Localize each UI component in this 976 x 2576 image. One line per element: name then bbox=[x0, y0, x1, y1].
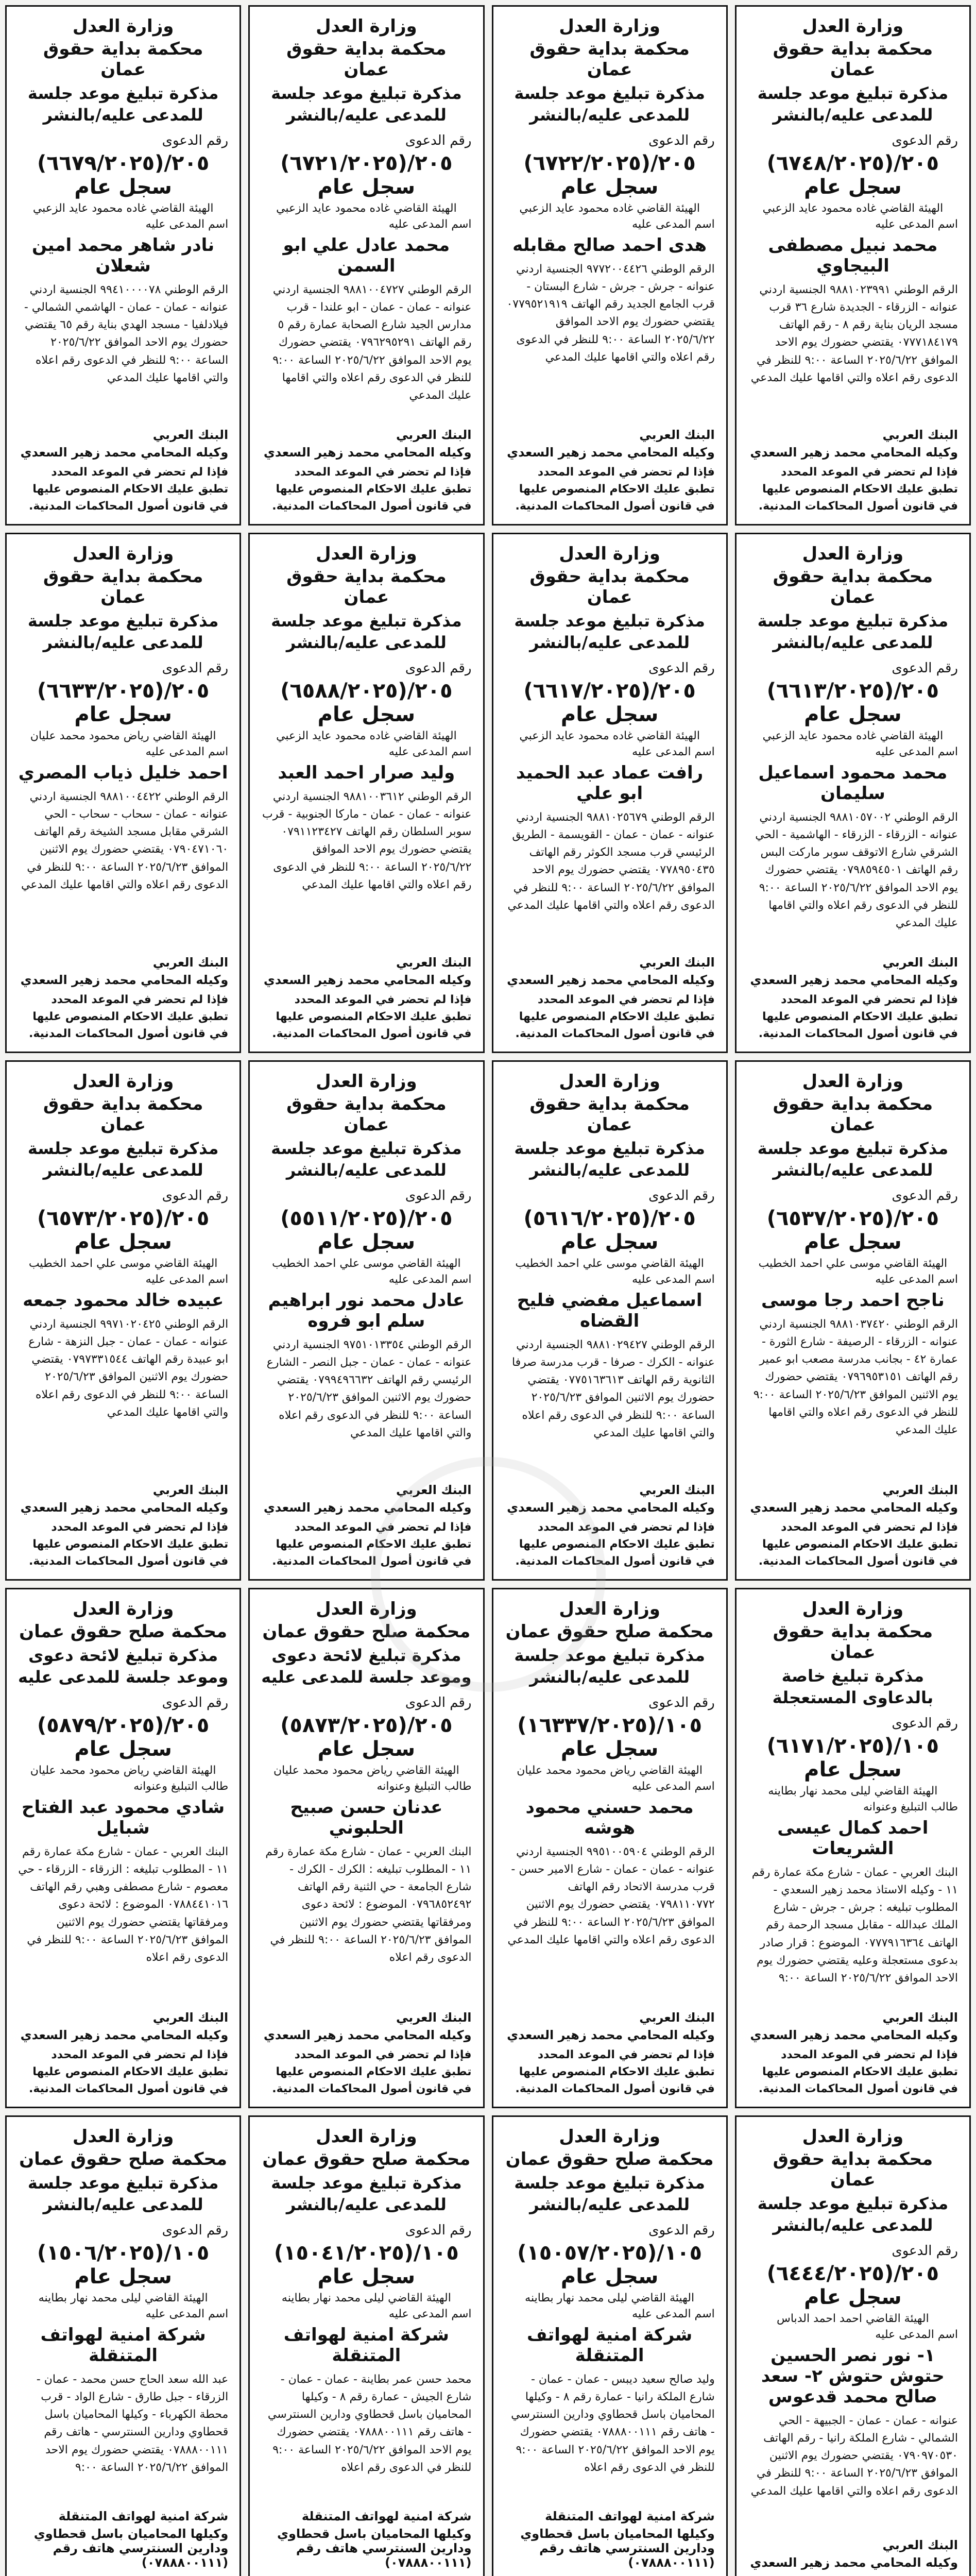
party-name: محمد حسني محمود هوشه bbox=[525, 1797, 694, 1839]
ministry-name: وزارة العدل bbox=[802, 1599, 904, 1619]
notice-body: الرقم الوطني ٩٩٤١٠٠٠٠٧٨ الجنسية اردني عنوانه - عمان - عمان - الهاشمي الشمالي - فيلادلفيا - مسجد الهدي بناية رقم ٦٥ يقتضي حضورك يوم الاحد الموافق ٢٠٢٥/٦/٢٢ الساعة ٩:٠٠ للنظر في الدعوى رقم اعلاه والتي اقامها عليك المدعي bbox=[24, 283, 229, 384]
party-name: شركة امنية لهواتف المتنقلة bbox=[40, 2325, 206, 2366]
lawyer-name: وكيله المحامي محمد زهير السعدي bbox=[20, 973, 229, 987]
court-notice bbox=[248, 1588, 484, 2108]
ministry-name: وزارة العدل bbox=[316, 16, 417, 37]
ministry-name: وزارة العدل bbox=[559, 2126, 660, 2147]
notice-title: مذكرة تبليغ موعد جلسة للمدعى عليه/بالنشر bbox=[514, 2173, 705, 2214]
party-label: طالب التبليغ وعنوانه bbox=[133, 1780, 229, 1793]
notice-title: مذكرة تبليغ خاصة بالدعاوى المستعجلة bbox=[772, 1666, 934, 1707]
court-name: محكمة صلح حقوق عمان bbox=[505, 2149, 714, 2170]
judge-name: الهيئة القاضي رياض محمود محمد عليان bbox=[30, 1764, 216, 1777]
party-name: ناجح احمد رجا موسى bbox=[761, 1290, 945, 1311]
lawyer-name: وكيله المحامي محمد زهير السعدي bbox=[263, 445, 472, 460]
court-notice bbox=[248, 1060, 484, 1581]
notice-body: الرقم الوطني ٩٨٨١٠٠٤٧٢٧ الجنسية اردني عنوانه - عمان - عمان - ابو علندا - قرب مدارس الجيد شارع الصحابة عمارة رقم ٥ رقم الهاتف ٠٧٩٦٢٩٥٢٩١ يقتضي حضورك يوم الاحد الموافق ٢٠٢٥/٦/٢٢ الساعة ٩:٠٠ للنظر في الدعوى رقم اعلاه والتي اقامها عليك المدعي bbox=[272, 283, 472, 402]
notice-title: مذكرة تبليغ موعد جلسة للمدعى عليه/بالنشر bbox=[757, 83, 949, 125]
lawyer-name: وكيله المحامي محمد زهير السعدي bbox=[750, 445, 958, 460]
court-name: محكمة صلح حقوق عمان bbox=[262, 1621, 471, 1642]
judge-name: الهيئة القاضي موسى علي احمد الخطيب bbox=[758, 1257, 948, 1270]
court-name: محكمة بداية حقوق عمان bbox=[286, 39, 447, 80]
notice-body: الرقم الوطني ٩٩٥١٠٠٥٩٠٤ الجنسية اردني عنوانه - عمان - عمان - شارع الامير حسن - قرب مدرسة الاتحاد رقم الهاتف ٠٧٩٨١١٠٧٧٢ يقتضي حضورك يوم الاثنين الموافق ٢٠٢٥/٦/٢٣ الساعة ٩:٠٠ للنظر في الدعوى رقم اعلاه والتي اقامها عليك المدعي bbox=[507, 1845, 715, 1946]
judge-name: الهيئة القاضي احمد احمد الدباس bbox=[777, 2312, 929, 2326]
notice-title: مذكرة تبليغ موعد جلسة للمدعى عليه/بالنشر bbox=[27, 1139, 219, 1180]
party-name: احمد كمال عيسى الشريعات bbox=[777, 1818, 929, 1859]
legal-warning: فإذا لم تحضر في الموعد المحدد تطبق عليك الاحكام المنصوص عليها في قانون أصول المحاكمات المدنية. bbox=[515, 1521, 715, 1568]
case-number-label: رقم الدعوى bbox=[405, 660, 472, 676]
party-name: شادي محمود عبد الفتاح شبايل bbox=[22, 1797, 225, 1839]
plaintiff-name: البنك العربي bbox=[882, 2010, 958, 2025]
notice-title: مذكرة تبليغ موعد جلسة للمدعى عليه/بالنشر bbox=[757, 611, 949, 652]
case-number: ٢٠٥/(٦٥٨٨/٢٠٢٥) سجل عام bbox=[280, 679, 453, 727]
case-number-label: رقم الدعوى bbox=[892, 1716, 958, 1732]
notice-body: وليد صالح سعيد ديبس - عمان - عمان - شارع الملكة رانيا - عمارة رقم ٨ - وكيلها المحاميان باسل قحطاوي ودارين السنترسي - هاتف رقم ٠٧٨٨٨٠٠١١١ يقتضي حضورك يوم الاحد الموافق ٢٠٢٥/٦/٢٢ الساعة ٩:٠٠ للنظر في الدعوى رقم اعلاه bbox=[511, 2373, 715, 2474]
legal-warning: فإذا لم تحضر في الموعد المحدد تطبق عليك الاحكام المنصوص عليها في قانون أصول المحاكمات المدنية. bbox=[28, 2048, 229, 2095]
party-label: طالب التبليغ وعنوانه bbox=[863, 1801, 958, 1814]
lawyer-name: وكيله المحامي محمد زهير السعدي bbox=[20, 1500, 229, 1515]
notice-title: مذكرة تبليغ موعد جلسة للمدعى عليه/بالنشر bbox=[27, 83, 219, 125]
plaintiff-name: البنك العربي bbox=[152, 428, 229, 442]
lawyer-name: وكيله المحامي محمد زهير السعدي bbox=[263, 2028, 472, 2042]
legal-warning: فإذا لم تحضر في الموعد المحدد تطبق عليك الاحكام المنصوص عليها في قانون أصول المحاكمات المدنية. bbox=[272, 2048, 472, 2095]
lawyer-name: وكيلها المحاميان باسل قحطاوي ودارين السنترسي هاتف رقم (٠٧٨٨٨٠٠١١١) bbox=[277, 2527, 472, 2570]
case-number-label: رقم الدعوى bbox=[162, 2223, 229, 2239]
party-label: اسم المدعى عليه bbox=[875, 1273, 958, 1286]
plaintiff-name: شركة امنية لهواتف المتنقلة bbox=[58, 2509, 229, 2523]
lawyer-name: وكيله المحامي محمد زهير السعدي bbox=[263, 1500, 472, 1515]
case-number-label: رقم الدعوى bbox=[892, 133, 958, 149]
case-number: ١٠٥/(١٥٠٤١/٢٠٢٥) سجل عام bbox=[273, 2241, 459, 2289]
plaintiff-name: البنك العربي bbox=[152, 2010, 229, 2025]
party-name: ١- نور نصر الحسين حتوش حتوش ٢- سعد صالح محمد قدعوس bbox=[761, 2345, 945, 2408]
court-notice bbox=[5, 5, 241, 526]
plaintiff-name: البنك العربي bbox=[882, 2538, 958, 2552]
case-number: ٢٠٥/(٦٦٧٩/٢٠٢٥) سجل عام bbox=[37, 151, 210, 199]
party-label: اسم المدعى عليه bbox=[875, 2328, 958, 2342]
party-label: اسم المدعى عليه bbox=[145, 218, 229, 231]
judge-name: الهيئة القاضي ليلى محمد نهار بطاينه bbox=[281, 2292, 451, 2305]
notice-title: مذكرة تبليغ موعد جلسة للمدعى عليه/بالنشر bbox=[271, 1139, 462, 1180]
court-name: محكمة بداية حقوق عمان bbox=[773, 39, 933, 80]
court-name: محكمة بداية حقوق عمان bbox=[43, 1094, 203, 1135]
plaintiff-name: شركة امنية لهواتف المتنقلة bbox=[545, 2509, 715, 2523]
plaintiff-name: البنك العربي bbox=[396, 1483, 472, 1497]
party-name: عبيده خالد محمود جمعه bbox=[23, 1290, 224, 1311]
party-name: محمد عادل علي ابو السمن bbox=[283, 235, 450, 277]
party-label: اسم المدعى عليه bbox=[388, 1273, 472, 1286]
case-number: ٢٠٥/(٦٧٢١/٢٠٢٥) سجل عام bbox=[280, 151, 453, 199]
ministry-name: وزارة العدل bbox=[559, 544, 660, 564]
party-name: شركة امنية لهواتف المتنقلة bbox=[283, 2325, 449, 2366]
ministry-name: وزارة العدل bbox=[316, 1071, 417, 1092]
ministry-name: وزارة العدل bbox=[72, 544, 174, 564]
case-number-label: رقم الدعوى bbox=[892, 2243, 958, 2259]
case-number-label: رقم الدعوى bbox=[162, 1695, 229, 1711]
judge-name: الهيئة القاضي رياض محمود محمد عليان bbox=[517, 1764, 703, 1777]
party-label: اسم المدعى عليه bbox=[632, 745, 715, 759]
judge-name: الهيئة القاضي غاده محمود عايد الزعبي bbox=[32, 202, 214, 215]
ministry-name: وزارة العدل bbox=[72, 2126, 174, 2147]
plaintiff-name: البنك العربي bbox=[882, 428, 958, 442]
court-name: محكمة بداية حقوق عمان bbox=[43, 39, 203, 80]
legal-warning: فإذا لم تحضر في الموعد المحدد تطبق عليك الاحكام المنصوص عليها في قانون أصول المحاكمات المدنية. bbox=[515, 993, 715, 1040]
case-number: ٢٠٥/(٦٧٤٨/٢٠٢٥) سجل عام bbox=[766, 151, 939, 199]
case-number: ١٠٥/(٦١٧١/٢٠٢٥) سجل عام bbox=[766, 1734, 939, 1782]
notice-body: الرقم الوطني ٩٧٥١٠١٣٣٥٤ الجنسية اردني عنوانه - عمان - عمان - جبل النصر - الشارع الرئيسي رقم الهاتف ٠٧٩٩٤٩٦٦٣٢ يقتضي حضورك يوم الاثنين الموافق ٢٠٢٥/٦/٢٣ الساعة ٩:٠٠ للنظر في الدعوى رقم اعلاه والتي اقامها عليك المدعي bbox=[266, 1338, 472, 1439]
case-number-label: رقم الدعوى bbox=[648, 2223, 715, 2239]
case-number: ٢٠٥/(٦٧٢٢/٢٠٢٥) سجل عام bbox=[523, 151, 696, 199]
plaintiff-name: البنك العربي bbox=[396, 955, 472, 970]
legal-warning: فإذا لم تحضر في الموعد المحدد تطبق عليك الاحكام المنصوص عليها في قانون أصول المحاكمات المدنية. bbox=[758, 466, 958, 513]
party-name: محمد نبيل مصطفى البيجاوي bbox=[768, 235, 938, 277]
case-number: ٢٠٥/(٦٥٧٣/٢٠٢٥) سجل عام bbox=[37, 1207, 210, 1255]
court-notice bbox=[735, 2115, 971, 2576]
notice-body: الرقم الوطني ٩٨٨١٠٢٥٦٧٩ الجنسية اردني عنوانه - عمان - عمان - القويسمة - الطريق الرئيسي قرب مسجد الكوثر رقم الهاتف ٠٧٧٨٩٥٠٤٣٥ يقتضي حضورك يوم الاحد الموافق ٢٠٢٥/٦/٢٢ الساعة ٩:٠٠ للنظر في الدعوى رقم اعلاه والتي اقامها عليك المدعي bbox=[507, 811, 715, 912]
notice-title: مذكرة تبليغ موعد جلسة للمدعى عليه/بالنشر bbox=[757, 2194, 949, 2235]
notice-body: الرقم الوطني ٩٧٧٢٠٠٤٤٢٦ الجنسية اردني عنوانه - جرش - جرش - شارع البستان - قرب الجامع الجديد رقم الهاتف ٠٧٧٩٥٢١٩١٩ يقتضي حضورك يوم الاحد الموافق ٢٠٢٥/٦/٢٢ الساعة ٩:٠٠ للنظر في الدعوى رقم اعلاه والتي اقامها عليك المدعي bbox=[506, 263, 715, 364]
notice-body: عنوانه - عمان - عمان - الجبيهة - الحي الشمالي - شارع الملكة رانيا - رقم الهاتف ٠٧٩٠٩٧٠٥٣٠ يقتضي حضورك يوم الاثنين الموافق ٢٠٢٥/٦/٢٣ الساعة ٩:٠٠ للنظر في الدعوى رقم اعلاه والتي اقامها عليك المدعي bbox=[750, 2414, 958, 2498]
court-notice bbox=[5, 533, 241, 1053]
notice-title: مذكرة تبليغ موعد جلسة للمدعى عليه/بالنشر bbox=[271, 611, 462, 652]
notices-page bbox=[5, 5, 971, 2576]
court-name: محكمة بداية حقوق عمان bbox=[773, 566, 933, 607]
judge-name: الهيئة القاضي غاده محمود عايد الزعبي bbox=[762, 730, 944, 743]
judge-name: الهيئة القاضي غاده محمود عايد الزعبي bbox=[762, 202, 944, 215]
ministry-name: وزارة العدل bbox=[802, 16, 904, 37]
party-label: اسم المدعى عليه bbox=[145, 1273, 229, 1286]
legal-warning: فإذا لم تحضر في الموعد المحدد تطبق عليك الاحكام المنصوص عليها في قانون أصول المحاكمات المدنية. bbox=[28, 993, 229, 1040]
party-name: رافت عماد عبد الحميد ابو علي bbox=[516, 762, 704, 804]
lawyer-name: وكيله المحامي محمد زهير السعدي bbox=[507, 1500, 715, 1515]
court-notice bbox=[735, 1588, 971, 2108]
notice-title: مذكرة تبليغ لائحة دعوى وموعد جلسة للمدعى عليه bbox=[261, 1646, 472, 1687]
case-number-label: رقم الدعوى bbox=[405, 1188, 472, 1204]
court-name: محكمة بداية حقوق عمان bbox=[529, 39, 690, 80]
judge-name: الهيئة القاضي غاده محمود عايد الزعبي bbox=[276, 730, 457, 743]
case-number: ١٠٥/(١٦٣٣٧/٢٠٢٥) سجل عام bbox=[517, 1714, 702, 1761]
ministry-name: وزارة العدل bbox=[802, 2126, 904, 2147]
court-notice bbox=[5, 1060, 241, 1581]
ministry-name: وزارة العدل bbox=[802, 544, 904, 564]
lawyer-name: وكيلها المحاميان باسل قحطاوي ودارين السنترسي هاتف رقم (٠٧٨٨٨٠٠١١١) bbox=[33, 2527, 229, 2570]
party-label: اسم المدعى عليه bbox=[632, 218, 715, 231]
party-name: عدنان حسن صبيح الحلبوني bbox=[290, 1797, 443, 1839]
lawyer-name: وكيله المحامي محمد زهير السعدي bbox=[750, 2555, 958, 2570]
notice-body: الرقم الوطني ٩٨٨١٠٣٧٤٢٠ الجنسية اردني عنوانه - الزرقاء - الرصيفة - شارع الثورة - عمارة ٤٢ - بجانب مدرسة مصعب ابو عمير رقم الهاتف ٠٧٩٦٩٥٣١٥١ يقتضي حضورك يوم الاثنين الموافق ٢٠٢٥/٦/٢٣ الساعة ٩:٠٠ للنظر في الدعوى رقم اعلاه والتي اقامها عليك المدعي bbox=[753, 1318, 958, 1436]
ministry-name: وزارة العدل bbox=[559, 1599, 660, 1619]
court-name: محكمة بداية حقوق عمان bbox=[773, 1094, 933, 1135]
court-notice bbox=[492, 1060, 728, 1581]
court-notice bbox=[248, 5, 484, 526]
notice-body: الرقم الوطني ٩٩٧١٠٢٠٤٢٥ الجنسية اردني عنوانه - عمان - عمان - جبل النزهة - شارع ابو عبيدة رقم الهاتف ٠٧٩٧٣٣١٥٤٤ يقتضي حضورك يوم الاثنين الموافق ٢٠٢٥/٦/٢٣ الساعة ٩:٠٠ للنظر في الدعوى رقم اعلاه والتي اقامها عليك المدعي bbox=[28, 1318, 229, 1419]
judge-name: الهيئة القاضي رياض محمود محمد عليان bbox=[273, 1764, 459, 1777]
court-name: محكمة صلح حقوق عمان bbox=[262, 2149, 471, 2170]
case-number-label: رقم الدعوى bbox=[405, 2223, 472, 2239]
case-number: ١٠٥/(١٥٠٥٧/٢٠٢٥) سجل عام bbox=[517, 2241, 702, 2289]
ministry-name: وزارة العدل bbox=[72, 1599, 174, 1619]
lawyer-name: وكيله المحامي محمد زهير السعدي bbox=[20, 2028, 229, 2042]
party-label: اسم المدعى عليه bbox=[388, 745, 472, 759]
notice-body: الرقم الوطني ٩٨٨١٠٥٧٠٠٢ الجنسية اردني عنوانه - الزرقاء - الزرقاء - الهاشمية - الحي الشرقي شارع الاتوقف سوبر ماركت البس رقم الهاتف ٠٧٩٨٥٩٤٥٠١ يقتضي حضورك يوم الاحد الموافق ٢٠٢٥/٦/٢٢ الساعة ٩:٠٠ للنظر في الدعوى رقم اعلاه والتي اقامها عليك المدعي bbox=[755, 811, 958, 929]
notice-body: البنك العربي - عمان - شارع مكة عمارة رقم ١١ - وكيله الاستاذ محمد زهير السعدي - المطلوب تبليغه : جرش - جرش - شارع الملك عبدالله - مقابل مسجد الرحمة رقم الهاتف ٠٧٧٧٩١٦٣٦٤ الموضوع : قرار صادر بدعوى مستعجلة وعليه يقتضي حضورك يوم الاحد الموافق ٢٠٢٥/٦/٢٢ الساعة ٩:٠٠ bbox=[751, 1866, 958, 1985]
case-number-label: رقم الدعوى bbox=[648, 133, 715, 149]
court-name: محكمة بداية حقوق عمان bbox=[43, 566, 203, 607]
notice-body: الرقم الوطني ٩٨٨١٠٠٣٦١٢ الجنسية اردني عنوانه - عمان - عمان - ماركا الجنوبية - قرب سوبر السلطان رقم الهاتف ٠٧٩١١٢٣٤٢٧ يقتضي حضورك يوم الاحد الموافق ٢٠٢٥/٦/٢٢ الساعة ٩:٠٠ للنظر في الدعوى رقم اعلاه والتي اقامها عليك المدعي bbox=[262, 790, 472, 891]
case-number: ١٠٥/(١٥٠٦/٢٠٢٥) سجل عام bbox=[37, 2241, 210, 2289]
party-label: اسم المدعى عليه bbox=[632, 2308, 715, 2321]
party-label: اسم المدعى عليه bbox=[388, 2308, 472, 2321]
case-number-label: رقم الدعوى bbox=[162, 660, 229, 676]
party-label: اسم المدعى عليه bbox=[145, 745, 229, 759]
case-number: ٢٠٥/(٥٥١١/٢٠٢٥) سجل عام bbox=[280, 1207, 453, 1255]
lawyer-name: وكيله المحامي محمد زهير السعدي bbox=[750, 2028, 958, 2042]
judge-name: الهيئة القاضي رياض محمود محمد عليان bbox=[30, 730, 216, 743]
legal-warning bbox=[505, 2574, 715, 2576]
legal-warning bbox=[261, 2574, 471, 2576]
party-name: شركة امنية لهواتف المتنقلة bbox=[527, 2325, 693, 2366]
party-name: احمد خليل ذياب المصري bbox=[18, 762, 228, 784]
judge-name: الهيئة القاضي غاده محمود عايد الزعبي bbox=[519, 730, 700, 743]
legal-warning: فإذا لم تحضر في الموعد المحدد تطبق عليك الاحكام المنصوص عليها في قانون أصول المحاكمات المدنية. bbox=[758, 1521, 958, 1568]
court-name: محكمة بداية حقوق عمان bbox=[286, 566, 447, 607]
case-number: ٢٠٥/(٦٦١٣/٢٠٢٥) سجل عام bbox=[766, 679, 939, 727]
court-notice bbox=[735, 533, 971, 1053]
party-label: اسم المدعى عليه bbox=[632, 1273, 715, 1286]
notice-body: الرقم الوطني ٩٨٨١٠٠٤٤٢٢ الجنسية اردني عنوانه - عمان - سحاب - سحاب - الحي الشرقي مقابل مسجد الشيخة رقم الهاتف ٠٧٩٠٤٧١٠٦٠ يقتضي حضورك يوم الاثنين الموافق ٢٠٢٥/٦/٢٣ الساعة ٩:٠٠ للنظر في الدعوى رقم اعلاه والتي اقامها عليك المدعي bbox=[21, 790, 229, 891]
legal-warning: فإذا لم تحضر في الموعد المحدد تطبق عليك الاحكام المنصوص عليها في قانون أصول المحاكمات المدنية. bbox=[272, 466, 472, 513]
party-label: طالب التبليغ وعنوانه bbox=[376, 1780, 472, 1793]
case-number-label: رقم الدعوى bbox=[162, 1188, 229, 1204]
notice-title: مذكرة تبليغ موعد جلسة للمدعى عليه/بالنشر bbox=[27, 2173, 219, 2214]
case-number-label: رقم الدعوى bbox=[892, 660, 958, 676]
notice-title: مذكرة تبليغ موعد جلسة للمدعى عليه/بالنشر bbox=[271, 83, 462, 125]
judge-name: الهيئة القاضي غاده محمود عايد الزعبي bbox=[519, 202, 700, 215]
lawyer-name: وكيله المحامي محمد زهير السعدي bbox=[263, 973, 472, 987]
court-name: محكمة صلح حقوق عمان bbox=[19, 2149, 228, 2170]
judge-name: الهيئة القاضي موسى علي احمد الخطيب bbox=[515, 1257, 704, 1270]
court-name: محكمة بداية حقوق عمان bbox=[773, 2149, 933, 2190]
notice-body: الرقم الوطني ٩٨٨١٠٢٩٤٢٧ الجنسية اردني عنوانه - الكرك - صرفا - قرب مدرسة صرفا الثانوية رقم الهاتف ٠٧٧٥١٦٣٦١٣ يقتضي حضورك يوم الاثنين الموافق ٢٠٢٥/٦/٢٣ الساعة ٩:٠٠ للنظر في الدعوى رقم اعلاه والتي اقامها عليك المدعي bbox=[511, 1338, 715, 1439]
case-number: ٢٠٥/(٦٦٣٣/٢٠٢٥) سجل عام bbox=[37, 679, 210, 727]
ministry-name: وزارة العدل bbox=[316, 544, 417, 564]
notice-title: مذكرة تبليغ موعد جلسة للمدعى عليه/بالنشر bbox=[514, 1646, 705, 1687]
plaintiff-name: البنك العربي bbox=[396, 428, 472, 442]
legal-warning: فإذا لم تحضر في الموعد المحدد تطبق عليك الاحكام المنصوص عليها في قانون أصول المحاكمات المدنية. bbox=[758, 2048, 958, 2095]
legal-warning: فإذا لم تحضر في الموعد المحدد تطبق عليك الاحكام المنصوص عليها في قانون أصول المحاكمات المدنية. bbox=[515, 2048, 715, 2095]
court-name: محكمة بداية حقوق عمان bbox=[529, 1094, 690, 1135]
court-notice bbox=[5, 2115, 241, 2576]
plaintiff-name: البنك العربي bbox=[152, 955, 229, 970]
lawyer-name: وكيله المحامي محمد زهير السعدي bbox=[750, 1500, 958, 1515]
notice-title: مذكرة تبليغ موعد جلسة للمدعى عليه/بالنشر bbox=[27, 611, 219, 652]
plaintiff-name: البنك العربي bbox=[639, 428, 715, 442]
lawyer-name: وكيله المحامي محمد زهير السعدي bbox=[507, 973, 715, 987]
party-label: اسم المدعى عليه bbox=[875, 218, 958, 231]
notice-title: مذكرة تبليغ موعد جلسة للمدعى عليه/بالنشر bbox=[271, 2173, 462, 2214]
court-notice bbox=[735, 1060, 971, 1581]
case-number-label: رقم الدعوى bbox=[405, 1695, 472, 1711]
legal-warning: فإذا لم تحضر في الموعد المحدد تطبق عليك الاحكام المنصوص عليها في قانون أصول المحاكمات المدنية. bbox=[272, 993, 472, 1040]
notice-body: عبد الله سعد الحاج حسن محمد - عمان - الزرقاء - جبل طارق - شارع الواد - قرب محطة الكهرباء - وكيلها المحاميان باسل قحطاوي ودارين السنترسي - هاتف رقم ٠٧٨٨٨٠٠١١١ يقتضي حضورك يوم الاحد الموافق ٢٠٢٥/٦/٢٢ الساعة ٩:٠٠ bbox=[36, 2373, 229, 2474]
plaintiff-name: البنك العربي bbox=[396, 2010, 472, 2025]
lawyer-name: وكيله المحامي محمد زهير السعدي bbox=[507, 2028, 715, 2042]
case-number-label: رقم الدعوى bbox=[892, 1188, 958, 1204]
judge-name: الهيئة القاضي موسى علي احمد الخطيب bbox=[272, 1257, 461, 1270]
court-notice bbox=[492, 1588, 728, 2108]
case-number: ٢٠٥/(٦٦١٧/٢٠٢٥) سجل عام bbox=[523, 679, 696, 727]
plaintiff-name: البنك العربي bbox=[882, 1483, 958, 1497]
court-notice bbox=[5, 1588, 241, 2108]
party-name: هدى احمد صالح مقابله bbox=[512, 235, 707, 256]
lawyer-name: وكيله المحامي محمد زهير السعدي bbox=[20, 445, 229, 460]
court-notice bbox=[492, 533, 728, 1053]
lawyer-name: وكيلها المحاميان باسل قحطاوي ودارين السنترسي هاتف رقم (٠٧٨٨٨٠٠١١١) bbox=[520, 2527, 715, 2570]
ministry-name: وزارة العدل bbox=[802, 1071, 904, 1092]
notice-body: محمد حسن عمر بطاينة - عمان - عمان - شارع الجيش - عمارة رقم ٨ - وكيلها المحاميان باسل قحطاوي ودارين السنترسي - هاتف رقم ٠٧٨٨٨٠٠١١١ يقتضي حضورك يوم الاحد الموافق ٢٠٢٥/٦/٢٢ الساعة ٩:٠٠ للنظر في الدعوى رقم اعلاه bbox=[267, 2373, 472, 2474]
court-notice bbox=[248, 533, 484, 1053]
lawyer-name: وكيله المحامي محمد زهير السعدي bbox=[750, 973, 958, 987]
judge-name: الهيئة القاضي ليلى محمد نهار بطاينه bbox=[768, 1785, 938, 1798]
court-name: محكمة بداية حقوق عمان bbox=[529, 566, 690, 607]
notice-title: مذكرة تبليغ موعد جلسة للمدعى عليه/بالنشر bbox=[514, 1139, 705, 1180]
case-number-label: رقم الدعوى bbox=[162, 133, 229, 149]
judge-name: الهيئة القاضي ليلى محمد نهار بطاينه bbox=[525, 2292, 695, 2305]
ministry-name: وزارة العدل bbox=[316, 2126, 417, 2147]
ministry-name: وزارة العدل bbox=[72, 16, 174, 37]
court-name: محكمة بداية حقوق عمان bbox=[286, 1094, 447, 1135]
case-number: ٢٠٥/(٥٨٧٣/٢٠٢٥) سجل عام bbox=[280, 1714, 453, 1761]
legal-warning: فإذا لم تحضر في الموعد المحدد تطبق عليك الاحكام المنصوص عليها في قانون أصول المحاكمات المدنية. bbox=[272, 1521, 472, 1568]
judge-name: الهيئة القاضي موسى علي احمد الخطيب bbox=[28, 1257, 218, 1270]
party-label: اسم المدعى عليه bbox=[145, 2308, 229, 2321]
case-number: ٢٠٥/(٦٤٤٤/٢٠٢٥) سجل عام bbox=[766, 2262, 939, 2310]
legal-warning bbox=[748, 2574, 958, 2576]
ministry-name: وزارة العدل bbox=[316, 1599, 417, 1619]
case-number-label: رقم الدعوى bbox=[648, 1188, 715, 1204]
court-notice bbox=[492, 2115, 728, 2576]
plaintiff-name: البنك العربي bbox=[882, 955, 958, 970]
case-number: ٢٠٥/(٦٥٣٧/٢٠٢٥) سجل عام bbox=[766, 1207, 939, 1255]
ministry-name: وزارة العدل bbox=[559, 1071, 660, 1092]
party-name: وليد صرار احمد العبد bbox=[278, 762, 455, 784]
legal-warning bbox=[18, 2574, 228, 2576]
notice-body: البنك العربي - عمان - شارع مكة عمارة رقم ١١ - المطلوب تبليغه : الكرك - الكرك - شارع الجامعة - حي الثنية رقم الهاتف ٠٧٩٦٨٥٢٤٩٢ الموضوع : لائحة دعوى ومرفقاتها يقتضي حضورك يوم الاثنين الموافق ٢٠٢٥/٦/٢٣ الساعة ٩:٠٠ للنظر في الدعوى رقم اعلاه bbox=[265, 1845, 472, 1964]
court-name: محكمة صلح حقوق عمان bbox=[19, 1621, 228, 1642]
party-label: اسم المدعى عليه bbox=[388, 218, 472, 231]
party-label: اسم المدعى عليه bbox=[632, 1780, 715, 1793]
legal-warning: فإذا لم تحضر في الموعد المحدد تطبق عليك الاحكام المنصوص عليها في قانون أصول المحاكمات المدنية. bbox=[758, 993, 958, 1040]
notice-title: مذكرة تبليغ لائحة دعوى وموعد جلسة للمدعى عليه bbox=[18, 1646, 229, 1687]
notice-body: الرقم الوطني ٩٨٨١٠٢٣٩٩١ الجنسية اردني عنوانه - الزرقاء - الجديدة شارع ٣٦ قرب مسجد الريان بناية رقم ٨ - رقم الهاتف ٠٧٧٧١٨٤١٧٩ يقتضي حضورك يوم الاحد الموافق ٢٠٢٥/٦/٢٢ الساعة ٩:٠٠ للنظر في الدعوى رقم اعلاه والتي اقامها عليك المدعي bbox=[750, 283, 958, 384]
lawyer-name: وكيله المحامي محمد زهير السعدي bbox=[507, 445, 715, 460]
plaintiff-name: شركة امنية لهواتف المتنقلة bbox=[301, 2509, 472, 2523]
court-name: محكمة بداية حقوق عمان bbox=[773, 1621, 933, 1663]
notice-title: مذكرة تبليغ موعد جلسة للمدعى عليه/بالنشر bbox=[514, 83, 705, 125]
case-number-label: رقم الدعوى bbox=[648, 660, 715, 676]
court-name: محكمة صلح حقوق عمان bbox=[505, 1621, 714, 1642]
case-number: ٢٠٥/(٥٦١٦/٢٠٢٥) سجل عام bbox=[523, 1207, 696, 1255]
party-name: محمد محمود اسماعيل سليمان bbox=[758, 762, 948, 804]
notice-body: البنك العربي - عمان - شارع مكة عمارة رقم ١١ - المطلوب تبليغه : الزرقاء - الزرقاء - حي معصوم - شارع مصطفى وهبي رقم الهاتف ٠٧٨٨٤٤١٠١٦ الموضوع : لائحة دعوى ومرفقاتها يقتضي حضورك يوم الاثنين الموافق ٢٠٢٥/٦/٢٣ الساعة ٩:٠٠ للنظر في الدعوى رقم اعلاه bbox=[18, 1845, 229, 1964]
notice-title: مذكرة تبليغ موعد جلسة للمدعى عليه/بالنشر bbox=[757, 1139, 949, 1180]
party-label: اسم المدعى عليه bbox=[875, 745, 958, 759]
party-name: عادل محمد نور ابراهيم سلم ابو فروه bbox=[268, 1290, 465, 1332]
court-notice bbox=[492, 5, 728, 526]
judge-name: الهيئة القاضي ليلى محمد نهار بطاينه bbox=[38, 2292, 208, 2305]
plaintiff-name: البنك العربي bbox=[639, 955, 715, 970]
case-number-label: رقم الدعوى bbox=[648, 1695, 715, 1711]
ministry-name: وزارة العدل bbox=[72, 1071, 174, 1092]
party-name: اسماعيل مفضي فليح القضاه bbox=[517, 1290, 703, 1332]
plaintiff-name: البنك العربي bbox=[152, 1483, 229, 1497]
case-number-label: رقم الدعوى bbox=[405, 133, 472, 149]
case-number: ٢٠٥/(٥٨٧٩/٢٠٢٥) سجل عام bbox=[37, 1714, 210, 1761]
court-notice bbox=[248, 2115, 484, 2576]
party-name: نادر شاهر محمد امين شعلان bbox=[32, 235, 215, 277]
legal-warning: فإذا لم تحضر في الموعد المحدد تطبق عليك الاحكام المنصوص عليها في قانون أصول المحاكمات المدنية. bbox=[28, 466, 229, 513]
legal-warning: فإذا لم تحضر في الموعد المحدد تطبق عليك الاحكام المنصوص عليها في قانون أصول المحاكمات المدنية. bbox=[515, 466, 715, 513]
court-notice bbox=[735, 5, 971, 526]
ministry-name: وزارة العدل bbox=[559, 16, 660, 37]
plaintiff-name: البنك العربي bbox=[639, 1483, 715, 1497]
notice-title: مذكرة تبليغ موعد جلسة للمدعى عليه/بالنشر bbox=[514, 611, 705, 652]
judge-name: الهيئة القاضي غاده محمود عايد الزعبي bbox=[276, 202, 457, 215]
legal-warning: فإذا لم تحضر في الموعد المحدد تطبق عليك الاحكام المنصوص عليها في قانون أصول المحاكمات المدنية. bbox=[28, 1521, 229, 1568]
plaintiff-name: البنك العربي bbox=[639, 2010, 715, 2025]
